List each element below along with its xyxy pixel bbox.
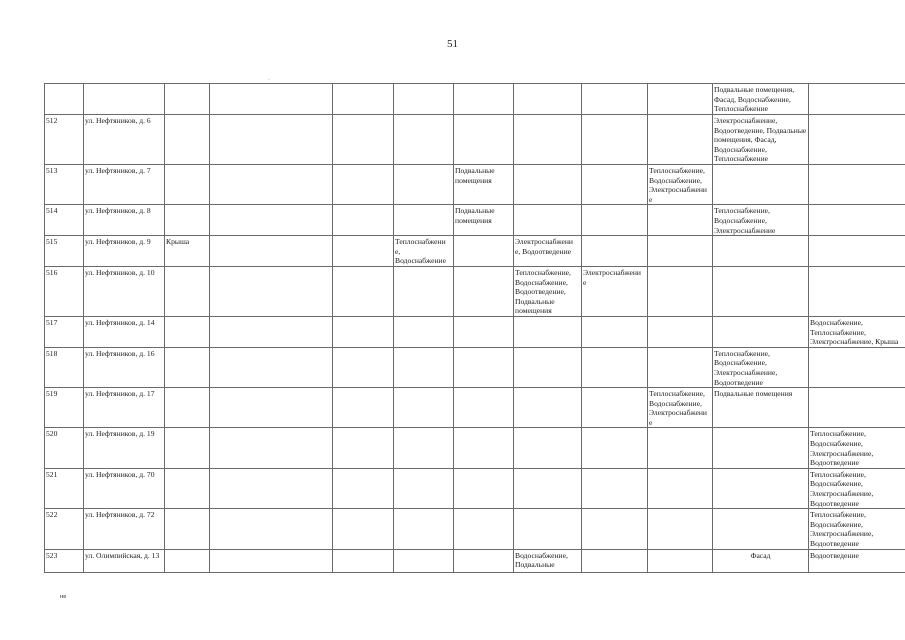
- table-row: [45, 509, 905, 549]
- stray-mark: ·: [268, 77, 270, 83]
- address-cell: ул. Нефтяников, д. 19: [84, 428, 165, 468]
- col-8-cell: [514, 205, 582, 236]
- col-10-cell: [648, 84, 713, 115]
- address-cell: ул. Нефтяников, д. 14: [84, 316, 165, 347]
- col-10-cell: [648, 549, 713, 572]
- col-8-cell: [514, 316, 582, 347]
- row-number-cell: [45, 84, 84, 115]
- address-cell: ул. Нефтяников, д. 17: [84, 388, 165, 428]
- col-7-cell: [454, 316, 514, 347]
- col-11-cell: Подвальные помещения: [713, 388, 809, 428]
- row-number-cell: 514: [45, 205, 84, 236]
- col-10-cell: [648, 205, 713, 236]
- address-cell: ул. Нефтяников, д. 9: [84, 236, 165, 267]
- col-6-cell: [394, 316, 454, 347]
- col-10-cell: [648, 236, 713, 267]
- col-7-cell: [454, 84, 514, 115]
- address-cell: ул. Нефтяников, д. 7: [84, 165, 165, 205]
- col-8-cell: [514, 388, 582, 428]
- col-6-cell: [394, 509, 454, 549]
- row-number-cell: 521: [45, 468, 84, 508]
- col-7-cell: [454, 266, 514, 316]
- repair-schedule-table: [44, 83, 905, 573]
- col-6-cell: [394, 266, 454, 316]
- col-3-cell: [165, 428, 210, 468]
- col-5-cell: [333, 84, 394, 115]
- col-9-cell: Электроснабжени е: [582, 266, 648, 316]
- col-3-cell: [165, 509, 210, 549]
- row-number-cell: 518: [45, 347, 84, 387]
- col-9-cell: [582, 549, 648, 572]
- col-4-cell: [210, 165, 333, 205]
- col-4-cell: [210, 316, 333, 347]
- col-10-cell: [648, 266, 713, 316]
- col-4-cell: [210, 266, 333, 316]
- col-3-cell: [165, 468, 210, 508]
- col-5-cell: [333, 509, 394, 549]
- col-8-cell: [514, 84, 582, 115]
- col-7-cell: Подвальные помещения: [454, 165, 514, 205]
- col-8-cell: Теплоснабжение, Водоснабжение, Водоотведение, Подвальные помещения: [514, 266, 582, 316]
- col-12-cell: [809, 388, 905, 428]
- col-4-cell: [210, 549, 333, 572]
- col-8-cell: [514, 428, 582, 468]
- col-5-cell: [333, 468, 394, 508]
- address-cell: ул. Нефтяников, д. 10: [84, 266, 165, 316]
- col-8-cell: [514, 468, 582, 508]
- col-10-cell: [648, 509, 713, 549]
- table-row: [45, 316, 905, 347]
- col-3-cell: [165, 316, 210, 347]
- col-4-cell: [210, 205, 333, 236]
- col-12-cell: [809, 347, 905, 387]
- col-8-cell: Электроснабжени е, Водоотведение: [514, 236, 582, 267]
- col-4-cell: [210, 428, 333, 468]
- col-11-cell: Электроснабжение, Водоотведение, Подвальные помещения, Фасад, Водоснабжение, Теплоснабжение: [713, 115, 809, 165]
- col-11-cell: [713, 316, 809, 347]
- col-6-cell: [394, 205, 454, 236]
- col-5-cell: [333, 236, 394, 267]
- col-3-cell: [165, 266, 210, 316]
- row-number-cell: 523: [45, 549, 84, 572]
- address-cell: ул. Олимпийская, д. 13: [84, 549, 165, 572]
- col-5-cell: [333, 115, 394, 165]
- table-row: [45, 428, 905, 468]
- col-8-cell: [514, 115, 582, 165]
- col-6-cell: [394, 388, 454, 428]
- row-number-cell: 513: [45, 165, 84, 205]
- col-4-cell: [210, 84, 333, 115]
- col-10-cell: [648, 316, 713, 347]
- table-row: [45, 549, 905, 572]
- col-11-cell: [713, 428, 809, 468]
- row-number-cell: 522: [45, 509, 84, 549]
- col-7-cell: Подвальные помещения: [454, 205, 514, 236]
- col-11-cell: Теплоснабжение, Водоснабжение, Электроснабжение, Водоотведение: [713, 347, 809, 387]
- row-number-cell: 512: [45, 115, 84, 165]
- address-cell: [84, 84, 165, 115]
- col-5-cell: [333, 266, 394, 316]
- col-8-cell: [514, 509, 582, 549]
- col-7-cell: [454, 468, 514, 508]
- col-7-cell: [454, 115, 514, 165]
- col-9-cell: [582, 165, 648, 205]
- row-number-cell: 515: [45, 236, 84, 267]
- col-7-cell: [454, 428, 514, 468]
- table-row: [45, 388, 905, 428]
- col-3-cell: [165, 165, 210, 205]
- col-6-cell: [394, 165, 454, 205]
- col-3-cell: [165, 115, 210, 165]
- row-number-cell: 520: [45, 428, 84, 468]
- table-row: [45, 236, 905, 267]
- col-9-cell: [582, 347, 648, 387]
- col-10-cell: Теплоснабжение, Водоснабжение, Электроснабжени е: [648, 388, 713, 428]
- col-7-cell: [454, 549, 514, 572]
- col-11-cell: [713, 468, 809, 508]
- col-12-cell: [809, 236, 905, 267]
- col-11-cell: [713, 165, 809, 205]
- col-4-cell: [210, 468, 333, 508]
- col-6-cell: [394, 468, 454, 508]
- table-row: [45, 266, 905, 316]
- col-10-cell: Теплоснабжение, Водоснабжение, Электроснабжени е: [648, 165, 713, 205]
- table-row: [45, 347, 905, 387]
- table-row: [45, 205, 905, 236]
- col-5-cell: [333, 388, 394, 428]
- col-12-cell: [809, 84, 905, 115]
- col-9-cell: [582, 115, 648, 165]
- col-12-cell: Водоотведение: [809, 549, 905, 572]
- col-11-cell: Фасад: [713, 549, 809, 572]
- col-9-cell: [582, 468, 648, 508]
- col-7-cell: [454, 347, 514, 387]
- col-3-cell: [165, 388, 210, 428]
- col-6-cell: [394, 428, 454, 468]
- col-5-cell: [333, 549, 394, 572]
- col-9-cell: [582, 205, 648, 236]
- col-10-cell: [648, 468, 713, 508]
- col-6-cell: Теплоснабжени е, Водоснабжение: [394, 236, 454, 267]
- page-number: 51: [447, 38, 458, 50]
- col-5-cell: [333, 428, 394, 468]
- row-number-cell: 516: [45, 266, 84, 316]
- col-4-cell: [210, 388, 333, 428]
- col-3-cell: [165, 347, 210, 387]
- col-7-cell: [454, 236, 514, 267]
- table-row: [45, 84, 905, 115]
- col-9-cell: [582, 316, 648, 347]
- col-4-cell: [210, 509, 333, 549]
- col-11-cell: Подвальные помещения, Фасад, Водоснабжение, Теплоснабжение: [713, 84, 809, 115]
- col-6-cell: [394, 549, 454, 572]
- col-9-cell: [582, 509, 648, 549]
- table-row: [45, 468, 905, 508]
- col-3-cell: Крыша: [165, 236, 210, 267]
- col-3-cell: [165, 549, 210, 572]
- col-5-cell: [333, 347, 394, 387]
- col-12-cell: Теплоснабжение, Водоснабжение, Электроснабжение, Водоотведение: [809, 428, 905, 468]
- col-10-cell: [648, 428, 713, 468]
- col-6-cell: [394, 84, 454, 115]
- address-cell: ул. Нефтяников, д. 8: [84, 205, 165, 236]
- col-12-cell: Теплоснабжение, Водоснабжение, Электроснабжение, Водоотведение: [809, 509, 905, 549]
- col-12-cell: Теплоснабжение, Водоснабжение, Электроснабжение, Водоотведение: [809, 468, 905, 508]
- col-6-cell: [394, 115, 454, 165]
- table-body: [45, 84, 905, 573]
- col-8-cell: [514, 347, 582, 387]
- table-row: [45, 165, 905, 205]
- col-3-cell: [165, 205, 210, 236]
- col-12-cell: Водоснабжение, Теплоснабжение, Электроснабжение, Крыша: [809, 316, 905, 347]
- footer-initials: нв: [60, 594, 67, 600]
- col-12-cell: [809, 266, 905, 316]
- col-7-cell: [454, 388, 514, 428]
- col-11-cell: [713, 236, 809, 267]
- col-5-cell: [333, 205, 394, 236]
- address-cell: ул. Нефтяников, д. 72: [84, 509, 165, 549]
- col-12-cell: [809, 205, 905, 236]
- col-4-cell: [210, 115, 333, 165]
- col-9-cell: [582, 388, 648, 428]
- col-11-cell: Теплоснабжение, Водоснабжение, Электроснабжение: [713, 205, 809, 236]
- col-8-cell: [514, 165, 582, 205]
- col-5-cell: [333, 316, 394, 347]
- col-9-cell: [582, 428, 648, 468]
- col-9-cell: [582, 84, 648, 115]
- row-number-cell: 519: [45, 388, 84, 428]
- address-cell: ул. Нефтяников, д. 16: [84, 347, 165, 387]
- col-4-cell: [210, 347, 333, 387]
- col-7-cell: [454, 509, 514, 549]
- col-10-cell: [648, 347, 713, 387]
- col-10-cell: [648, 115, 713, 165]
- col-8-cell: Водоснабжение, Подвальные: [514, 549, 582, 572]
- address-cell: ул. Нефтяников, д. 6: [84, 115, 165, 165]
- col-11-cell: [713, 509, 809, 549]
- row-number-cell: 517: [45, 316, 84, 347]
- col-12-cell: [809, 165, 905, 205]
- col-11-cell: [713, 266, 809, 316]
- col-3-cell: [165, 84, 210, 115]
- col-6-cell: [394, 347, 454, 387]
- col-12-cell: [809, 115, 905, 165]
- col-5-cell: [333, 165, 394, 205]
- col-9-cell: [582, 236, 648, 267]
- table-row: [45, 115, 905, 165]
- address-cell: ул. Нефтяников, д. 70: [84, 468, 165, 508]
- col-4-cell: [210, 236, 333, 267]
